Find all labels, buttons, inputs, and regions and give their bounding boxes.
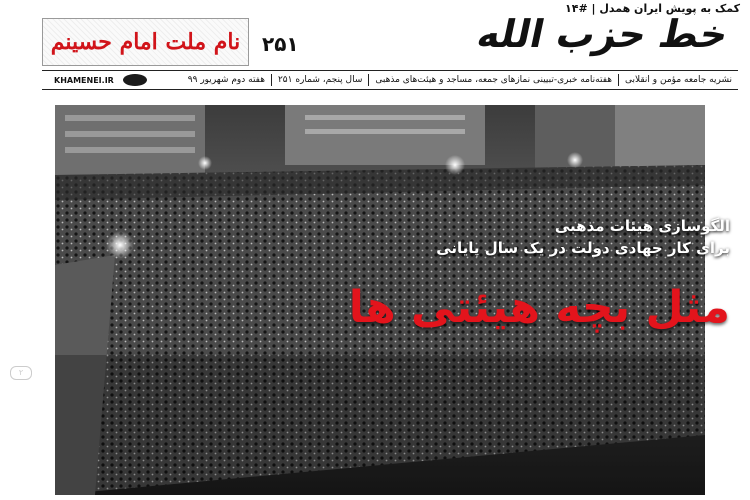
subheadline-line-2: برای کار جهادی دولت در یک سال پایانی	[436, 239, 730, 257]
slogan-box	[42, 18, 249, 66]
info-item-publication: نشریه جامعه مؤمن و انقلابی	[625, 75, 732, 85]
slogan-text: نام ملت امام حسینم	[50, 29, 241, 55]
khamenei-logo-icon	[123, 74, 147, 86]
info-item-description: هفته‌نامه خبری-تبیینی نمازهای جمعه، مساجد و هیئت‌های مذهبی	[375, 75, 612, 85]
cover-subheadline	[420, 215, 730, 259]
divider	[618, 74, 619, 86]
campaign-tagline: کمک به پویش ایران همدل | #۱۴	[565, 2, 740, 15]
page-number-badge: ۲	[10, 366, 32, 380]
divider	[271, 74, 272, 86]
info-item-date: هفته دوم شهریور ۹۹	[187, 75, 265, 85]
info-item-issue: سال پنجم، شماره ۲۵۱	[277, 75, 363, 85]
site-link[interactable]	[42, 74, 153, 86]
cover-headline: مثل بچه هیئتی ها	[348, 282, 730, 333]
issue-number: ۲۵۱	[262, 32, 299, 56]
divider	[368, 74, 369, 86]
publication-info-bar	[42, 70, 738, 90]
newspaper-logo: خط حزب الله	[473, 12, 733, 56]
subheadline-line-1: الگوسازی هیئات مذهبی	[554, 217, 730, 235]
masthead-header	[0, 0, 750, 70]
site-label: KHAMENEI.IR	[54, 75, 114, 85]
